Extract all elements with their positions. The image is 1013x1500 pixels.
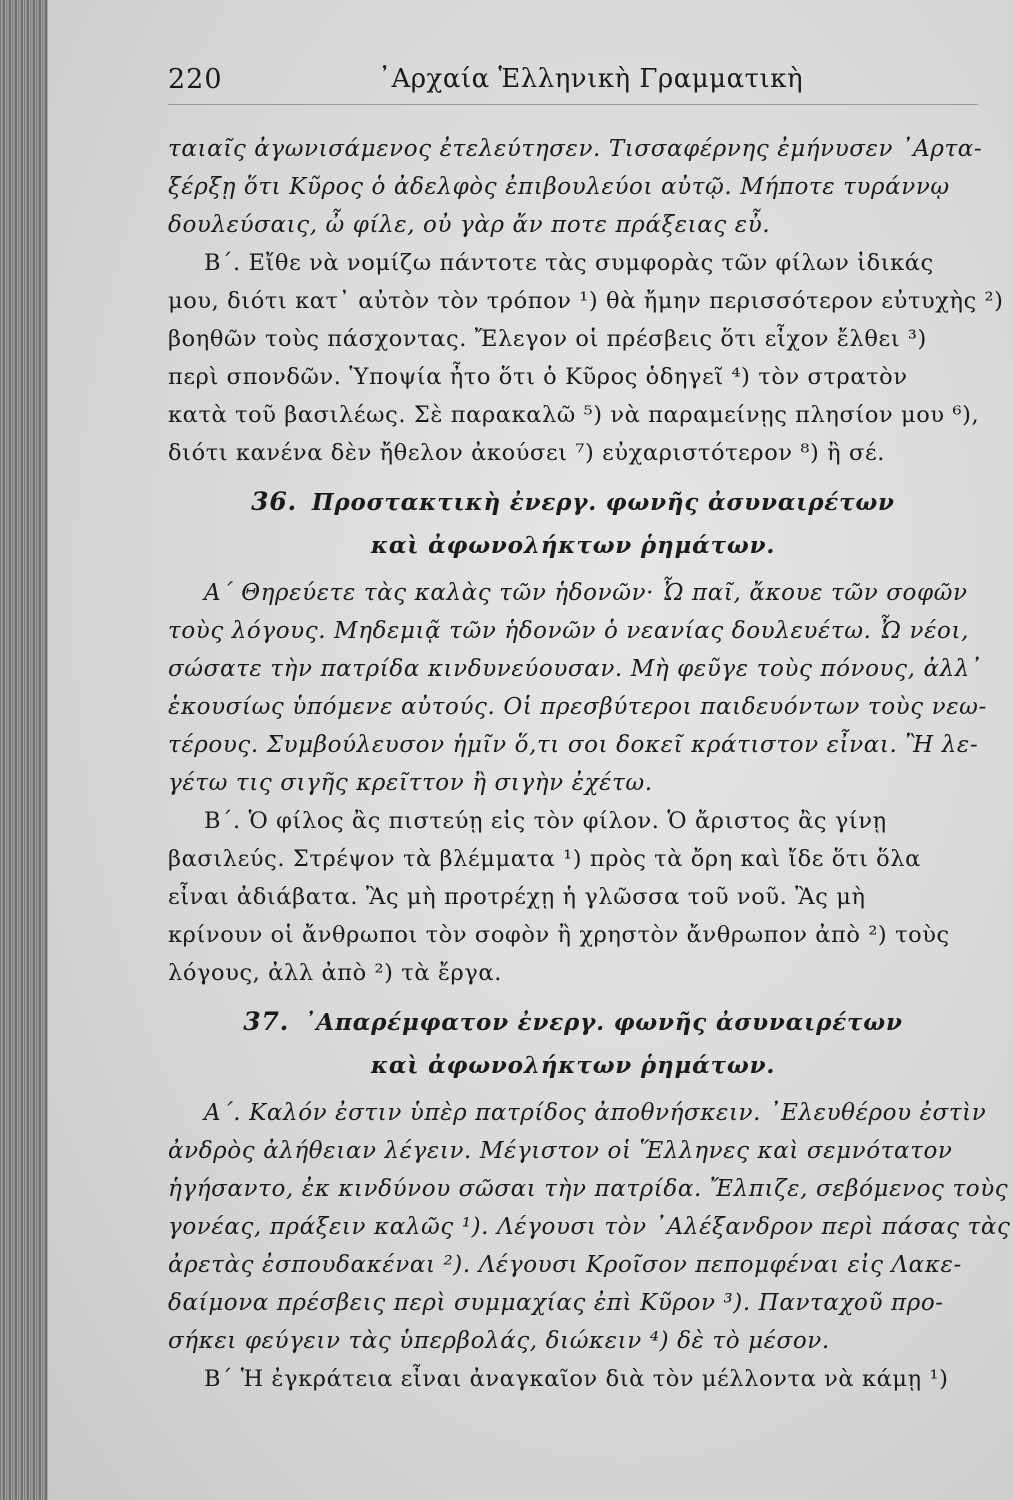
section-heading-37-cont bbox=[168, 1044, 978, 1088]
text-line: δαίμονα πρέσβεις περὶ συμμαχίας ἐπὶ Κῦρον ³). Πανταχοῦ προ- bbox=[168, 1290, 944, 1316]
section-number: 37. bbox=[243, 1007, 290, 1036]
text-line: Β΄. Ὁ φίλος ἂς πιστεύῃ εἰς τὸν φίλον. Ὁ ἄριστος ἂς γίνῃ bbox=[204, 808, 887, 834]
text-line: ἀρετὰς ἐσπουδακέναι ²). Λέγουσι Κροῖσον πεπομφέναι εἰς Λακε- bbox=[168, 1252, 962, 1278]
text-line: Β΄. Εἴθε νὰ νομίζω πάντοτε τὰς συμφορὰς τῶν φίλων ἰδικάς bbox=[204, 250, 934, 276]
text-line: ἀνδρὸς ἀλήθειαν λέγειν. Μέγιστον οἱ Ἕλληνες καὶ σεμνότατον bbox=[168, 1138, 953, 1164]
text-line: ταιαῖς ἀγωνισάμενος ἐτελεύτησεν. Τισσαφέρνης ἐμήνυσεν ᾿Αρτα- bbox=[168, 136, 983, 162]
section-number: 36. bbox=[251, 487, 298, 516]
text-line: κατὰ τοῦ βασιλέως. Σὲ παρακαλῶ ⁵) νὰ παραμείνῃς πλησίον μου ⁶), bbox=[168, 402, 980, 428]
section-title-cont: καὶ ἀφωνολήκτων ῥημάτων. bbox=[370, 1052, 776, 1079]
text-line: Α΄. Καλόν ἐστιν ὑπὲρ πατρίδος ἀποθνήσκειν. ᾿Ελευθέρου ἐστὶν bbox=[204, 1100, 987, 1126]
text-line: σήκει φεύγειν τὰς ὑπερβολάς, διώκειν ⁴) δὲ τὸ μέσον. bbox=[168, 1328, 830, 1354]
text-line: Α΄ Θηρεύετε τὰς καλὰς τῶν ἡδονῶν· Ὦ παῖ, ἄκουε τῶν σοφῶν bbox=[204, 580, 968, 606]
book-page bbox=[48, 0, 1013, 1500]
section-title: Προστακτικὴ ἐνεργ. φωνῆς ἀσυναιρέτων bbox=[311, 489, 895, 516]
text-line: τοὺς λόγους. Μηδεμιᾷ τῶν ἡδονῶν ὁ νεανίας δουλευέτω. Ὦ νέοι, bbox=[168, 618, 969, 644]
text-line: εἶναι ἀδιάβατα. Ἂς μὴ προτρέχῃ ἡ γλῶσσα τοῦ νοῦ. Ἂς μὴ bbox=[168, 884, 866, 910]
text-line: περὶ σπονδῶν. Ὑποψία ἦτο ὅτι ὁ Κῦρος ὁδηγεῖ ⁴) τὸν στρατὸν bbox=[168, 364, 908, 390]
section-title: ᾿Απαρέμφατον ἐνεργ. φωνῆς ἀσυναιρέτων bbox=[304, 1009, 903, 1036]
text-line: Β΄ Ἡ ἐγκράτεια εἶναι ἀναγκαῖον διὰ τὸν μέλλοντα νὰ κάμῃ ¹) bbox=[204, 1366, 949, 1392]
text-line: τέρους. Συμβούλευσον ἡμῖν ὅ,τι σοι δοκεῖ κράτιστον εἶναι. Ἢ λε- bbox=[168, 732, 979, 758]
running-head bbox=[168, 60, 978, 105]
text-line: γονέας, πράξειν καλῶς ¹). Λέγουσι τὸν ᾿Αλέξανδρον περὶ πάσας τὰς bbox=[168, 1214, 1011, 1240]
text-line: λόγους, ἀλλ ἀπὸ ²) τὰ ἔργα. bbox=[168, 960, 502, 986]
text-line: κρίνουν οἱ ἄνθρωποι τὸν σοφὸν ἢ χρηστὸν ἄνθρωπον ἀπὸ ²) τοὺς bbox=[168, 922, 950, 948]
section-title-cont: καὶ ἀφωνολήκτων ῥημάτων. bbox=[370, 532, 776, 559]
running-title: ᾿Αρχαία Ἑλληνικὴ Γραμματικὴ bbox=[378, 64, 804, 94]
text-line: διότι κανένα δὲν ἤθελον ἀκούσει ⁷) εὐχαριστότερον ⁸) ἢ σέ. bbox=[168, 440, 885, 466]
section-heading-36-cont bbox=[168, 524, 978, 568]
text-line: ξέρξῃ ὅτι Κῦρος ὁ ἀδελφὸς ἐπιβουλεύοι αὐτῷ. Μήποτε τυράννῳ bbox=[168, 174, 950, 200]
page-number: 220 bbox=[168, 64, 223, 95]
section-heading-36 bbox=[168, 480, 978, 524]
section-heading-37 bbox=[168, 1000, 978, 1044]
text-line: βοηθῶν τοὺς πάσχοντας. Ἔλεγον οἱ πρέσβεις ὅτι εἶχον ἔλθει ³) bbox=[168, 326, 927, 352]
text-line: μου, διότι κατ᾿ αὐτὸν τὸν τρόπον ¹) θὰ ἤμην περισσότερον εὐτυχὴς ²) bbox=[168, 288, 1004, 314]
text-line: δουλεύσαις, ὦ φίλε, οὐ γὰρ ἄν ποτε πράξειας εὖ. bbox=[168, 212, 771, 238]
text-line: γέτω τις σιγῆς κρεῖττον ἢ σιγὴν ἐχέτω. bbox=[168, 770, 653, 796]
body-text bbox=[168, 130, 1011, 1398]
text-line: ἑκουσίως ὑπόμενε αὐτούς. Οἱ πρεσβύτεροι παιδευόντων τοὺς νεω- bbox=[168, 694, 987, 720]
text-line: σώσατε τὴν πατρίδα κινδυνεύουσαν. Μὴ φεῦγε τοὺς πόνους, ἀλλ᾿ bbox=[168, 656, 983, 682]
text-line: ἡγήσαντο, ἐκ κινδύνου σῶσαι τὴν πατρίδα. Ἔλπιζε, σεβόμενος τοὺς bbox=[168, 1176, 1009, 1202]
text-line: βασιλεύς. Στρέψον τὰ βλέμματα ¹) πρὸς τὰ ὄρη καὶ ἴδε ὅτι ὅλα bbox=[168, 846, 921, 872]
